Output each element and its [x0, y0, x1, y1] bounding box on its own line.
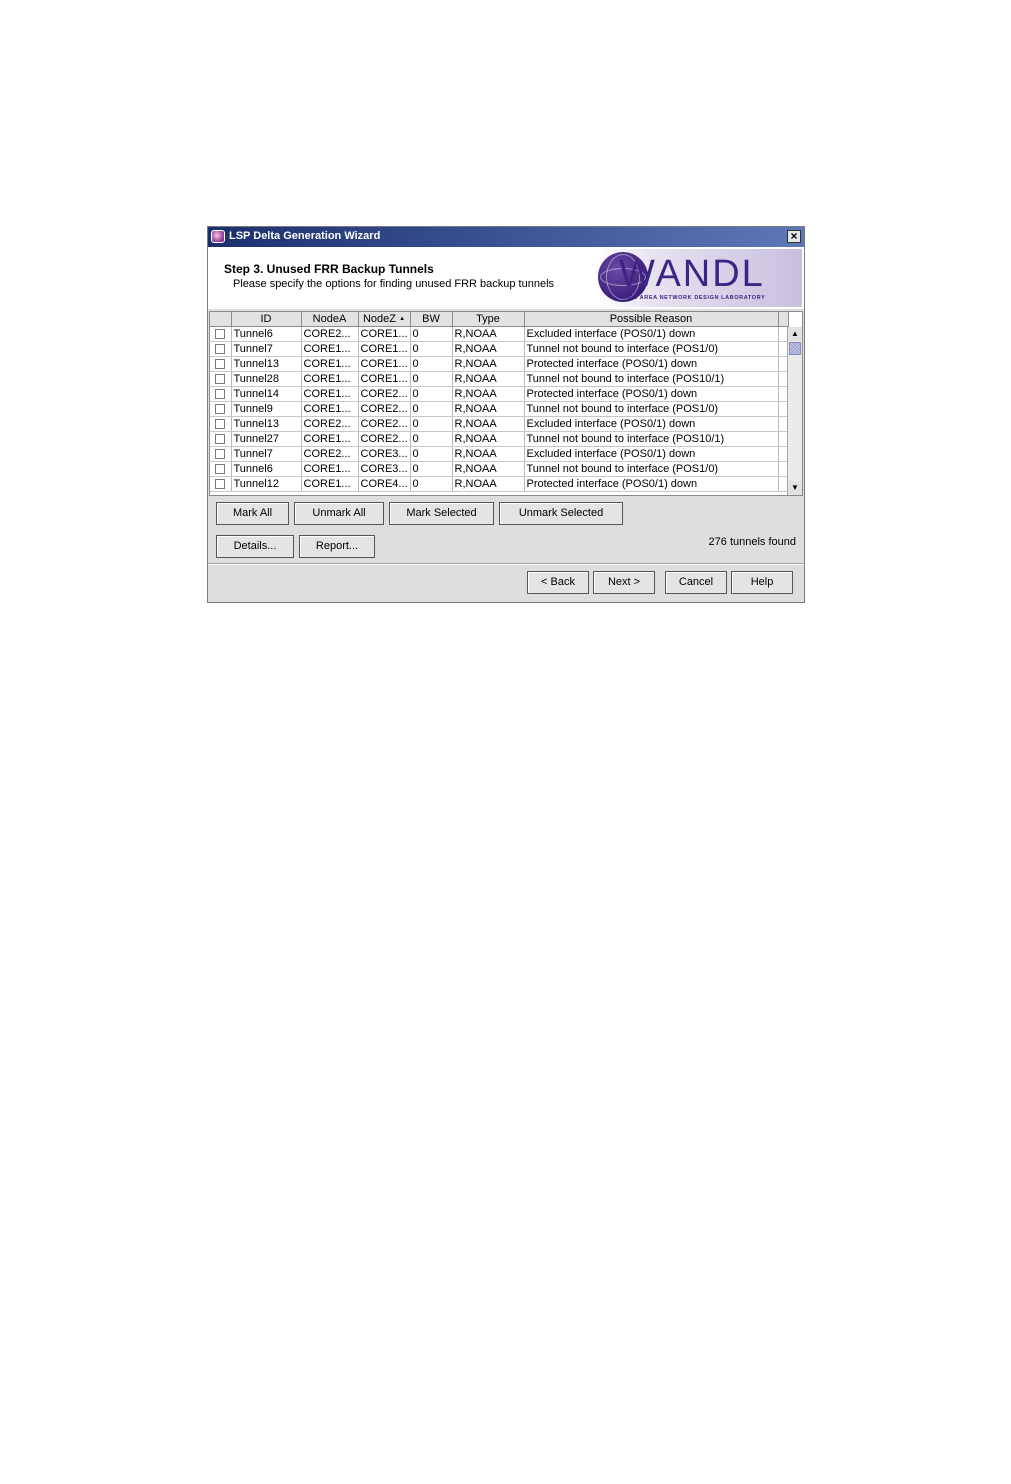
table-row[interactable]: [210, 402, 788, 417]
cell-id: Tunnel7: [231, 447, 301, 462]
wizard-dialog: [207, 226, 805, 603]
row-checkbox[interactable]: [215, 404, 225, 414]
row-checkbox-cell[interactable]: [210, 327, 231, 342]
step-description: Please specify the options for finding unused FRR backup tunnels: [233, 278, 555, 290]
cell-nodez: CORE2...: [358, 417, 410, 432]
column-header-reason[interactable]: Possible Reason: [524, 312, 778, 327]
row-checkbox[interactable]: [215, 374, 225, 384]
app-icon: [211, 230, 225, 243]
row-checkbox[interactable]: [215, 344, 225, 354]
cell-id: Tunnel6: [231, 327, 301, 342]
cell-id: Tunnel6: [231, 462, 301, 477]
cell-nodez: CORE1...: [358, 372, 410, 387]
cell-nodez: CORE1...: [358, 327, 410, 342]
cell-type: R,NOAA: [452, 477, 524, 492]
cell-nodea: CORE1...: [301, 402, 358, 417]
cell-reason: Protected interface (POS0/1) down: [524, 477, 778, 492]
cell-nodea: CORE1...: [301, 462, 358, 477]
row-checkbox[interactable]: [215, 464, 225, 474]
cell-nodea: CORE1...: [301, 477, 358, 492]
row-checkbox[interactable]: [215, 389, 225, 399]
wandl-logo: [597, 249, 802, 307]
table-row[interactable]: [210, 417, 788, 432]
row-checkbox-cell[interactable]: [210, 417, 231, 432]
cell-bw: 0: [410, 357, 452, 372]
unmark-all-button[interactable]: Unmark All: [294, 502, 384, 525]
cell-reason: Excluded interface (POS0/1) down: [524, 327, 778, 342]
cell-reason: Protected interface (POS0/1) down: [524, 387, 778, 402]
table-row[interactable]: [210, 327, 788, 342]
cell-bw: 0: [410, 342, 452, 357]
cell-nodez: CORE2...: [358, 387, 410, 402]
back-button[interactable]: < Back: [527, 571, 589, 594]
cell-type: R,NOAA: [452, 387, 524, 402]
close-button[interactable]: ×: [787, 230, 801, 243]
cell-bw: 0: [410, 372, 452, 387]
cell-nodez: CORE3...: [358, 462, 410, 477]
row-checkbox[interactable]: [215, 434, 225, 444]
cell-nodea: CORE1...: [301, 432, 358, 447]
row-checkbox-cell[interactable]: [210, 357, 231, 372]
cell-type: R,NOAA: [452, 462, 524, 477]
row-checkbox[interactable]: [215, 329, 225, 339]
sort-ascending-icon: ▲: [399, 316, 406, 323]
cell-bw: 0: [410, 447, 452, 462]
column-header-nodez[interactable]: [358, 312, 410, 327]
title-bar[interactable]: [208, 227, 804, 247]
cell-reason: Excluded interface (POS0/1) down: [524, 417, 778, 432]
row-checkbox-cell[interactable]: [210, 342, 231, 357]
row-checkbox-cell[interactable]: [210, 447, 231, 462]
cell-bw: 0: [410, 462, 452, 477]
cell-reason: Protected interface (POS0/1) down: [524, 357, 778, 372]
cell-bw: 0: [410, 417, 452, 432]
cell-nodez: CORE3...: [358, 447, 410, 462]
cell-reason: Tunnel not bound to interface (POS10/1): [524, 432, 778, 447]
table-row[interactable]: [210, 372, 788, 387]
cell-id: Tunnel12: [231, 477, 301, 492]
cell-reason: Tunnel not bound to interface (POS10/1): [524, 372, 778, 387]
checkbox-column-header: [210, 312, 231, 327]
details-button[interactable]: Details...: [216, 535, 294, 558]
column-header-type[interactable]: Type: [452, 312, 524, 327]
row-checkbox-cell[interactable]: [210, 462, 231, 477]
column-header-nodez-label: NodeZ: [362, 313, 396, 325]
header-filler: [778, 312, 788, 327]
row-checkbox-cell[interactable]: [210, 372, 231, 387]
cell-type: R,NOAA: [452, 447, 524, 462]
cell-id: Tunnel27: [231, 432, 301, 447]
scroll-down-icon[interactable]: ▼: [788, 481, 802, 495]
step-title: Step 3. Unused FRR Backup Tunnels: [224, 262, 434, 276]
logo-tagline: WIDE AREA NETWORK DESIGN LABORATORY: [621, 295, 766, 301]
column-header-bw[interactable]: BW: [410, 312, 452, 327]
mark-selected-button[interactable]: Mark Selected: [389, 502, 494, 525]
unmark-selected-button[interactable]: Unmark Selected: [499, 502, 623, 525]
cell-nodez: CORE2...: [358, 432, 410, 447]
cell-id: Tunnel7: [231, 342, 301, 357]
cell-nodea: CORE1...: [301, 372, 358, 387]
cell-nodea: CORE1...: [301, 387, 358, 402]
logo-text: WANDL: [619, 253, 765, 295]
wizard-header: [208, 247, 804, 309]
scroll-up-icon[interactable]: ▲: [788, 327, 802, 341]
report-button[interactable]: Report...: [299, 535, 375, 558]
cell-reason: Tunnel not bound to interface (POS1/0): [524, 402, 778, 417]
cell-type: R,NOAA: [452, 372, 524, 387]
window-title: LSP Delta Generation Wizard: [229, 230, 381, 242]
cell-nodez: CORE1...: [358, 357, 410, 372]
cell-nodea: CORE2...: [301, 417, 358, 432]
cell-id: Tunnel13: [231, 357, 301, 372]
cell-type: R,NOAA: [452, 402, 524, 417]
row-checkbox-cell[interactable]: [210, 432, 231, 447]
row-checkbox-cell[interactable]: [210, 387, 231, 402]
cell-type: R,NOAA: [452, 327, 524, 342]
footer-separator: [208, 563, 804, 565]
cell-bw: 0: [410, 432, 452, 447]
table-row[interactable]: [210, 477, 788, 492]
cell-nodea: CORE2...: [301, 447, 358, 462]
help-button[interactable]: Help: [731, 571, 793, 594]
table-row[interactable]: [210, 432, 788, 447]
cell-id: Tunnel28: [231, 372, 301, 387]
scroll-thumb[interactable]: [789, 342, 801, 355]
tunnels-table: [209, 311, 803, 496]
cell-nodea: CORE1...: [301, 357, 358, 372]
cell-id: Tunnel13: [231, 417, 301, 432]
cell-type: R,NOAA: [452, 417, 524, 432]
column-header-id[interactable]: ID: [231, 312, 301, 327]
mark-all-button[interactable]: Mark All: [216, 502, 289, 525]
table-row[interactable]: [210, 447, 788, 462]
table-header-row: [210, 312, 788, 327]
cell-id: Tunnel14: [231, 387, 301, 402]
cell-type: R,NOAA: [452, 432, 524, 447]
cell-bw: 0: [410, 402, 452, 417]
cell-nodez: CORE1...: [358, 342, 410, 357]
next-button[interactable]: Next >: [593, 571, 655, 594]
table-row[interactable]: [210, 387, 788, 402]
cell-reason: Tunnel not bound to interface (POS1/0): [524, 342, 778, 357]
cell-type: R,NOAA: [452, 342, 524, 357]
tunnels-found-status: 276 tunnels found: [708, 536, 796, 548]
cell-bw: 0: [410, 327, 452, 342]
row-checkbox[interactable]: [215, 479, 225, 489]
cell-nodea: CORE1...: [301, 342, 358, 357]
column-header-nodea[interactable]: NodeA: [301, 312, 358, 327]
cell-nodea: CORE2...: [301, 327, 358, 342]
cell-nodez: CORE4...: [358, 477, 410, 492]
cell-nodez: CORE2...: [358, 402, 410, 417]
cell-reason: Tunnel not bound to interface (POS1/0): [524, 462, 778, 477]
row-checkbox[interactable]: [215, 419, 225, 429]
cell-bw: 0: [410, 477, 452, 492]
table-row[interactable]: [210, 357, 788, 372]
table-row[interactable]: [210, 462, 788, 477]
row-checkbox-cell[interactable]: [210, 402, 231, 417]
cancel-button[interactable]: Cancel: [665, 571, 727, 594]
table-row[interactable]: [210, 342, 788, 357]
vertical-scrollbar[interactable]: [787, 327, 802, 495]
cell-id: Tunnel9: [231, 402, 301, 417]
row-checkbox[interactable]: [215, 449, 225, 459]
cell-bw: 0: [410, 387, 452, 402]
cell-reason: Excluded interface (POS0/1) down: [524, 447, 778, 462]
cell-type: R,NOAA: [452, 357, 524, 372]
row-checkbox[interactable]: [215, 359, 225, 369]
row-checkbox-cell[interactable]: [210, 477, 231, 492]
